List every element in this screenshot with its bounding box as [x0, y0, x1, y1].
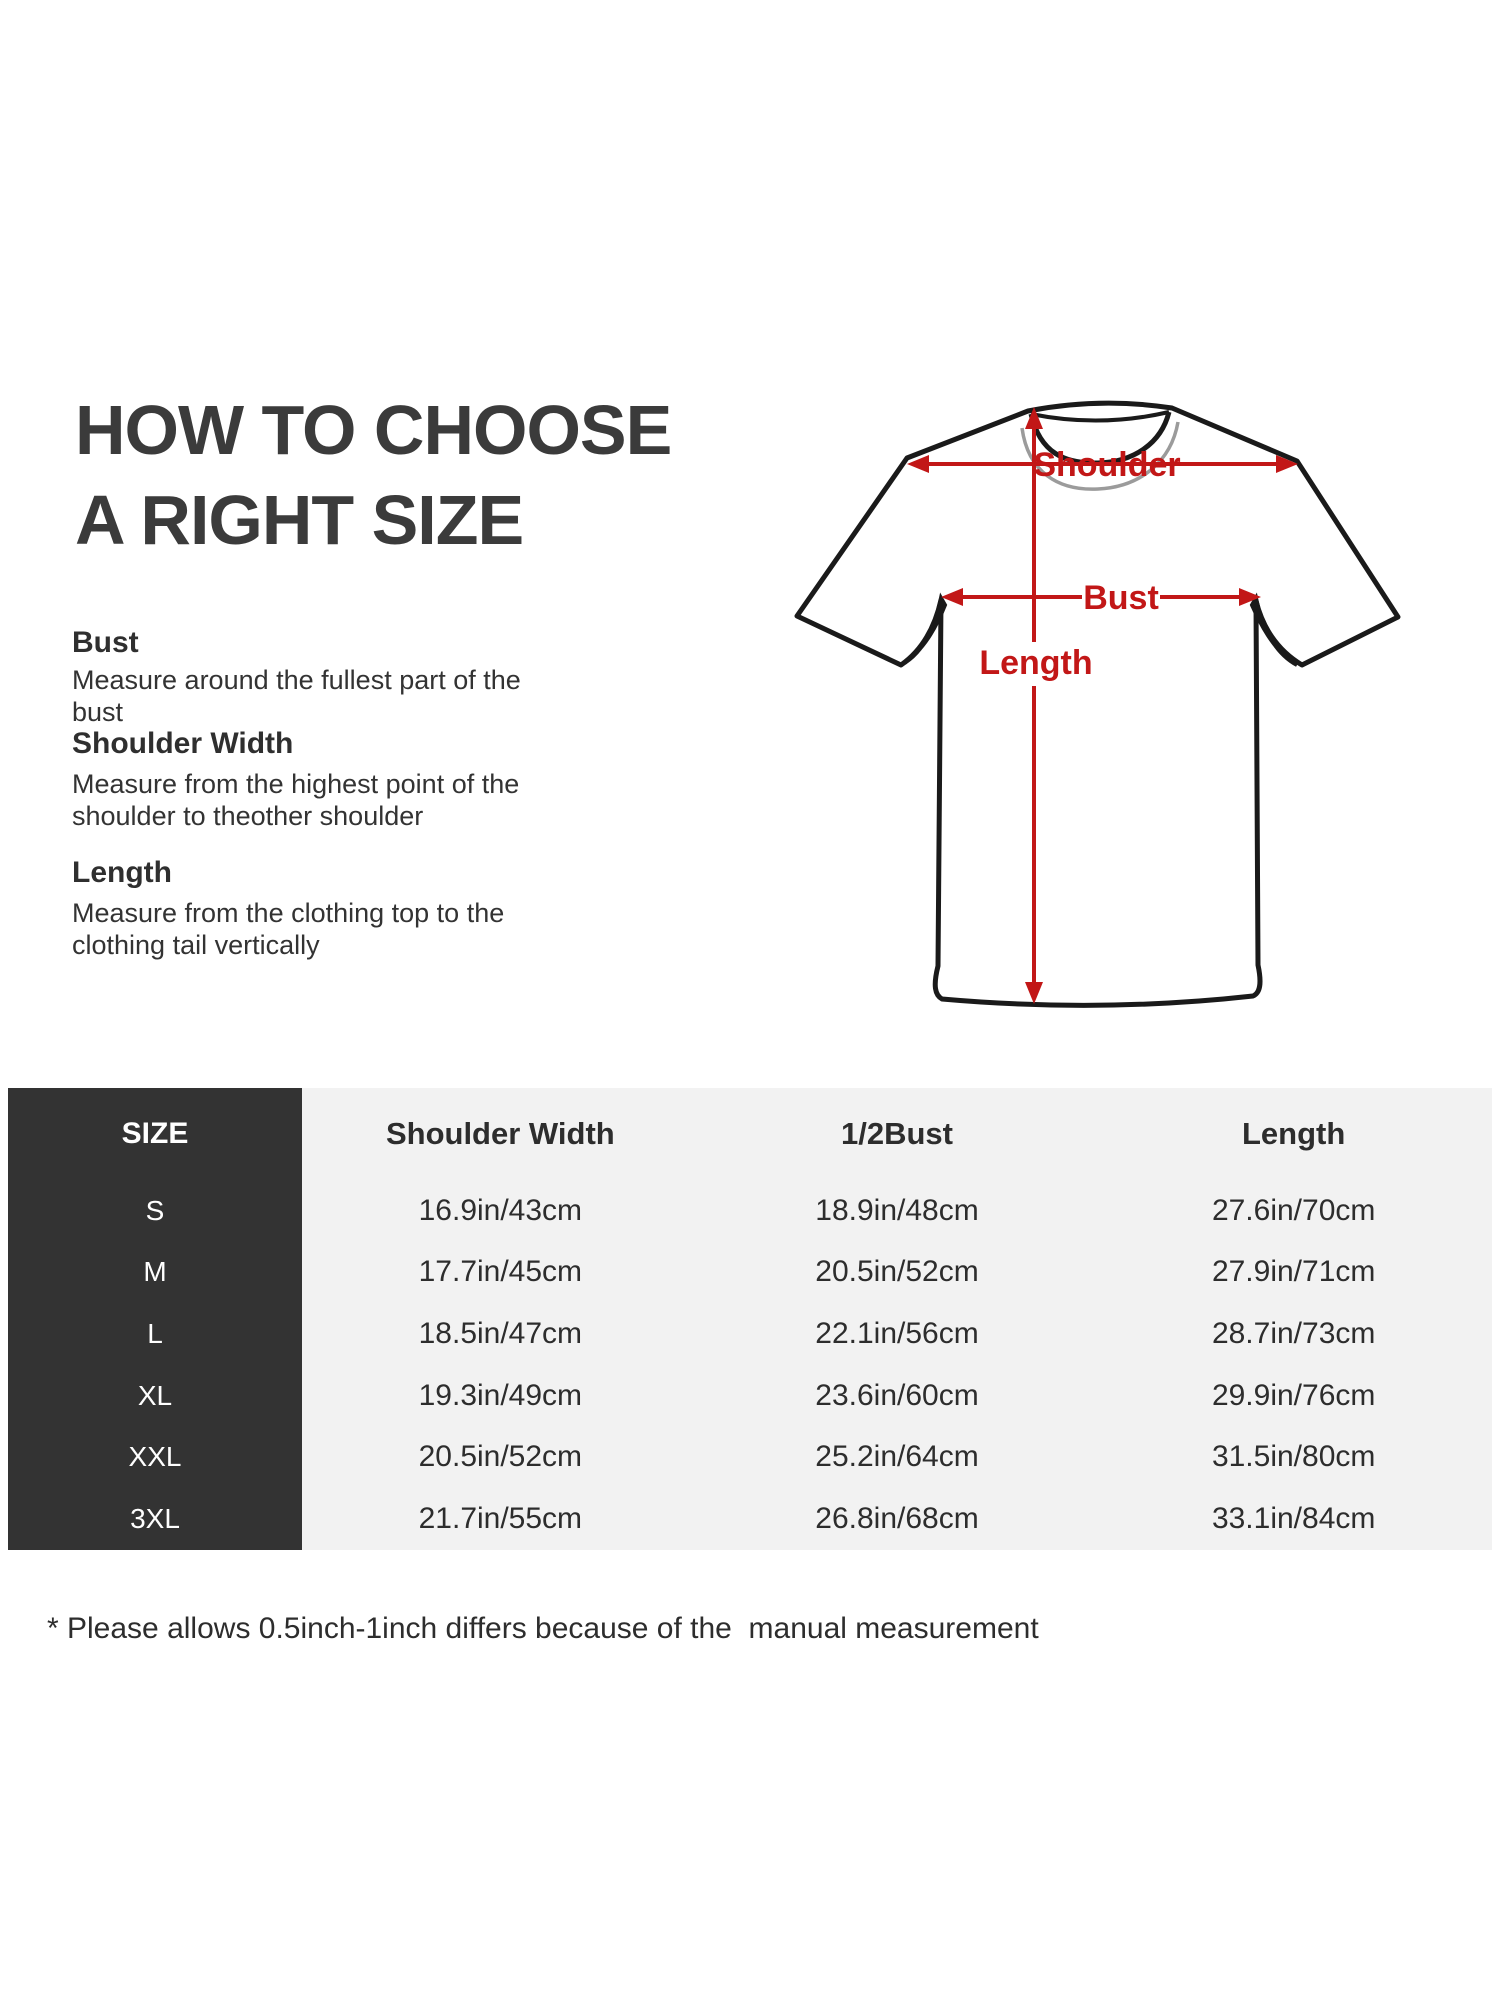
page-title-line1: HOW TO CHOOSE — [75, 391, 672, 469]
size-label-cell: S — [8, 1180, 302, 1242]
length-cell: 27.9in/71cm — [1095, 1242, 1492, 1304]
shoulder-width-description: Measure from the highest point of the shoulder to theother shoulder — [72, 769, 520, 831]
bust-heading: Bust — [72, 626, 139, 659]
length-cell: 28.7in/73cm — [1095, 1303, 1492, 1365]
size-label-cell: 3XL — [8, 1488, 302, 1550]
length-label: Length — [979, 644, 1093, 682]
size-table-header-size: SIZE — [8, 1088, 302, 1180]
length-cell: 29.9in/76cm — [1095, 1365, 1492, 1427]
half-bust-cell: 20.5in/52cm — [699, 1242, 1096, 1304]
size-table-header-halfbust: 1/2Bust — [699, 1088, 1096, 1180]
page-title-line2: A RIGHT SIZE — [75, 481, 524, 559]
size-label-cell: XXL — [8, 1427, 302, 1489]
length-cell: 33.1in/84cm — [1095, 1488, 1492, 1550]
length-cell: 31.5in/80cm — [1095, 1427, 1492, 1489]
shoulder-width-cell: 21.7in/55cm — [302, 1488, 699, 1550]
length-cell: 27.6in/70cm — [1095, 1180, 1492, 1242]
measurement-footnote: * Please allows 0.5inch-1inch differs because of the manual measurement — [47, 1612, 1039, 1645]
bust-description: Measure around the fullest part of the bust — [72, 665, 521, 727]
half-bust-cell: 25.2in/64cm — [699, 1427, 1096, 1489]
size-label-cell: M — [8, 1242, 302, 1304]
shoulder-width-cell: 20.5in/52cm — [302, 1427, 699, 1489]
shoulder-width-cell: 18.5in/47cm — [302, 1303, 699, 1365]
half-bust-cell: 18.9in/48cm — [699, 1180, 1096, 1242]
length-heading: Length — [72, 856, 172, 889]
shoulder-label: Shoulder — [1033, 446, 1181, 484]
size-label-cell: XL — [8, 1365, 302, 1427]
bust-label: Bust — [1083, 579, 1159, 617]
length-description: Measure from the clothing top to the clothing tail vertically — [72, 898, 505, 960]
shoulder-width-cell: 16.9in/43cm — [302, 1180, 699, 1242]
half-bust-cell: 23.6in/60cm — [699, 1365, 1096, 1427]
half-bust-cell: 26.8in/68cm — [699, 1488, 1096, 1550]
shoulder-width-cell: 19.3in/49cm — [302, 1365, 699, 1427]
size-label-cell: L — [8, 1303, 302, 1365]
size-table-header-shoulder: Shoulder Width — [302, 1088, 699, 1180]
shoulder-width-cell: 17.7in/45cm — [302, 1242, 699, 1304]
size-table-header-length: Length — [1095, 1088, 1492, 1180]
size-table — [8, 1088, 1492, 1550]
tshirt-outline — [797, 403, 1398, 1005]
tshirt-measurement-diagram — [770, 375, 1430, 1035]
half-bust-cell: 22.1in/56cm — [699, 1303, 1096, 1365]
shoulder-width-heading: Shoulder Width — [72, 727, 294, 760]
page-title — [75, 385, 671, 565]
